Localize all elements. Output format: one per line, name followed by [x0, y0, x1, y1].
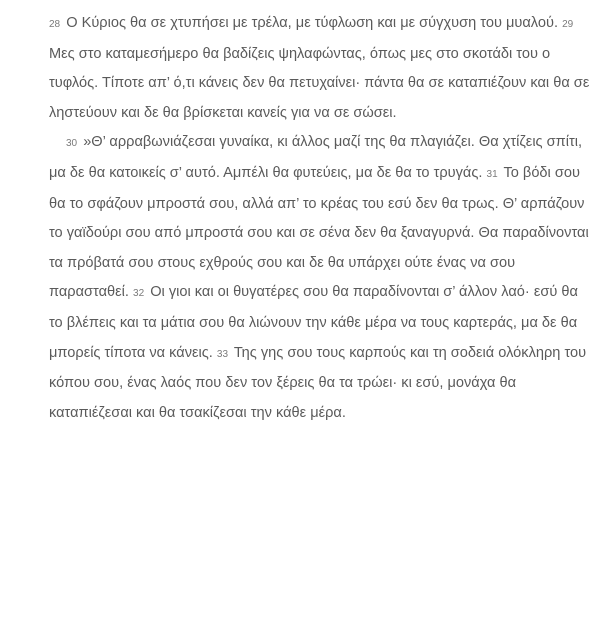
verse-number: 31 — [486, 168, 498, 180]
verse-text: Το βόδι σου θα το σφάζουν μπροστά σου, αλλά απ’ το κρέας του εσύ δεν θα τρως. Θ’ αρπάζουν το γαϊδούρι σου από μπροστά σου και σε σένα δεν θα ξαναγυρνά. Θα παραδίνονται τα πρόβατά σου στους εχθρούς σου και δε θα υπάρχει ούτε ένας να σου παρασταθεί. — [49, 164, 589, 301]
passage-verses-28-29 — [49, 9, 591, 128]
verse-number: 29 — [562, 19, 574, 30]
verse-text: Οι γιοι και οι θυγατέρες σου θα παραδίνονται σ’ άλλον λαό· εσύ θα το βλέπεις και τα μάτια σου θα λιώνουν την κάθε μέρα να τους καρτεράς, μα δε θα μπορείς τίποτα να κάνεις. — [49, 284, 578, 361]
verse-number: 33 — [216, 348, 229, 360]
verse-text: Της γης σου τους καρπούς και τη σοδειά ολόκληρη του κόπου σου, ένας λαός που δεν τον ξέρεις θα τα τρώει· κι εσύ, μονάχα θα καταπιέζεσαι και θα τσακίζεσαι την κάθε μέρα. — [49, 344, 587, 421]
verse-text: Μες στο καταμεσήμερο θα βαδίζεις ψηλαφώντας, όπως μες στο σκοτάδι του ο τυφλός. Τίποτε απ’ ό,τι κάνεις δεν θα πετυχαίνει· πάντα θα σε καταπιέζουν και θα σε ληστεύουν και δε θα βρίσκεται κανείς για να σε σώσει. — [49, 45, 590, 121]
passage-verses-30-33 — [49, 128, 591, 428]
verse-text: »Θ’ αρραβωνιάζεσαι γυναίκα, κι άλλος μαζί της θα πλαγιάζει. Θα χτίζεις σπίτι, μα δε θα κατοικείς σ’ αυτό. Αμπέλι θα φυτεύεις, μα δε θα το τρυγάς. — [49, 134, 583, 181]
verse-number: 32 — [133, 288, 145, 300]
verse-number: 28 — [49, 19, 61, 30]
verse-text: Ο Κύριος θα σε χτυπήσει με τρέλα, με τύφλωση και με σύγχυση του μυαλού. — [66, 15, 563, 31]
verse-number: 30 — [66, 138, 78, 150]
